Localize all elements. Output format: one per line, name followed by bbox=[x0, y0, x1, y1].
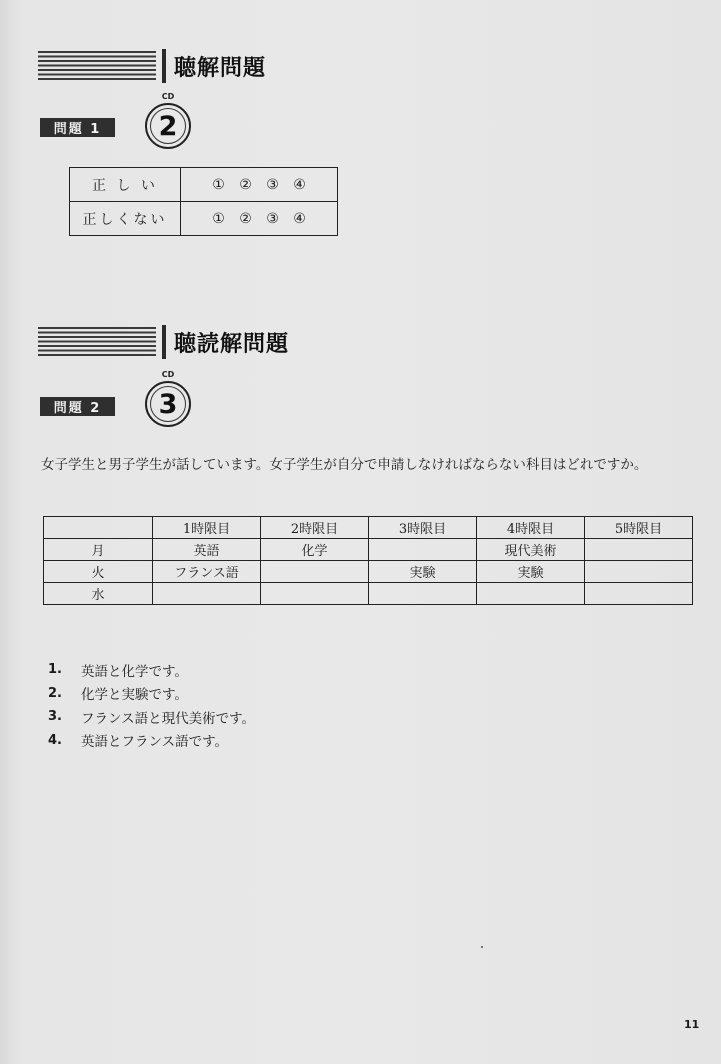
header-cell: 2時限目 bbox=[261, 517, 369, 539]
print-speck bbox=[481, 946, 483, 948]
choice-number: 4. bbox=[48, 732, 62, 748]
choice-item[interactable] bbox=[48, 705, 255, 729]
table-cell bbox=[369, 583, 477, 605]
answer-table bbox=[69, 167, 338, 236]
question-badge-1: 問題 1 bbox=[40, 118, 115, 137]
section-title: 聴解問題 bbox=[174, 55, 267, 81]
table-cell bbox=[585, 561, 693, 583]
table-cell bbox=[585, 583, 693, 605]
header-cell bbox=[44, 517, 153, 539]
answer-options-incorrect[interactable]: ① ② ③ ④ bbox=[181, 202, 338, 236]
choice-text: フランス語と現代美術です。 bbox=[81, 710, 256, 727]
table-cell bbox=[153, 583, 261, 605]
table-cell bbox=[369, 539, 477, 561]
question-badge-2: 問題 2 bbox=[40, 397, 115, 416]
header-cell: 5時限目 bbox=[585, 517, 693, 539]
header-stripes-decoration bbox=[38, 51, 156, 81]
table-cell: 英語 bbox=[153, 539, 261, 561]
header-divider bbox=[162, 325, 166, 359]
table-cell bbox=[261, 583, 369, 605]
table-cell bbox=[261, 561, 369, 583]
question-text: 女子学生と男子学生が話しています。女子学生が自分で申請しなければならない科目はどれですか。 bbox=[41, 457, 648, 473]
choice-text: 化学と実験です。 bbox=[81, 687, 188, 704]
schedule-table bbox=[43, 516, 693, 605]
table-cell: フランス語 bbox=[153, 561, 261, 583]
answer-label-correct: 正 し い bbox=[70, 168, 181, 202]
table-row bbox=[44, 583, 693, 605]
cd-track-icon bbox=[145, 370, 191, 427]
table-row bbox=[70, 202, 338, 236]
table-cell: 実験 bbox=[477, 561, 585, 583]
header-divider bbox=[162, 49, 166, 83]
section-title: 聴読解問題 bbox=[174, 331, 290, 357]
page-number: 11 bbox=[684, 1018, 700, 1031]
table-header-row bbox=[44, 517, 693, 539]
day-cell: 火 bbox=[44, 561, 153, 583]
section-header-listening-reading bbox=[38, 322, 289, 362]
choice-text: 英語とフランス語です。 bbox=[81, 734, 229, 751]
table-cell bbox=[585, 539, 693, 561]
table-row bbox=[70, 168, 338, 202]
cd-label: CD bbox=[161, 92, 175, 101]
choice-item[interactable] bbox=[48, 682, 255, 706]
table-cell bbox=[477, 583, 585, 605]
choice-number: 3. bbox=[48, 709, 62, 725]
section-header-listening bbox=[38, 46, 266, 86]
header-cell: 1時限目 bbox=[153, 517, 261, 539]
choice-text: 英語と化学です。 bbox=[81, 663, 188, 680]
table-row bbox=[44, 561, 693, 583]
choice-item[interactable] bbox=[48, 658, 255, 682]
table-cell: 現代美術 bbox=[477, 539, 585, 561]
day-cell: 月 bbox=[44, 539, 153, 561]
cd-track-icon bbox=[145, 92, 191, 149]
cd-track-number: 3 bbox=[158, 388, 178, 420]
cd-label: CD bbox=[161, 370, 175, 379]
day-cell: 水 bbox=[44, 583, 153, 605]
answer-label-incorrect: 正しくない bbox=[70, 202, 181, 236]
table-row bbox=[44, 539, 693, 561]
table-cell: 化学 bbox=[261, 539, 369, 561]
header-cell: 4時限目 bbox=[477, 517, 585, 539]
header-cell: 3時限目 bbox=[369, 517, 477, 539]
table-cell: 実験 bbox=[369, 561, 477, 583]
answer-choices bbox=[48, 658, 255, 752]
choice-item[interactable] bbox=[48, 729, 255, 753]
choice-number: 2. bbox=[48, 685, 62, 701]
answer-options-correct[interactable]: ① ② ③ ④ bbox=[181, 168, 338, 202]
choice-number: 1. bbox=[48, 662, 62, 678]
header-stripes-decoration bbox=[38, 327, 156, 357]
cd-track-number: 2 bbox=[158, 110, 178, 142]
